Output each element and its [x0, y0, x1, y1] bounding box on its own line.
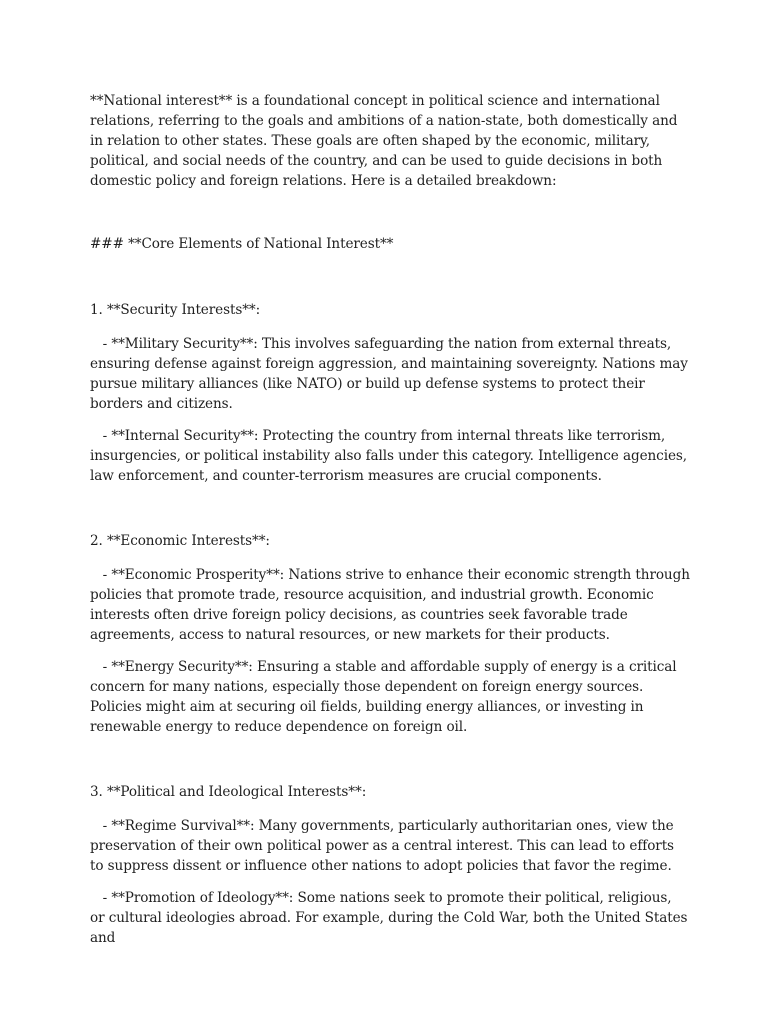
section-title-economic: 2. **Economic Interests**:: [90, 533, 270, 549]
bullet-regime-survival: - **Regime Survival**: Many governments, particularly authoritarian ones, view the preservation of their own political power as a central interest. This can lead to efforts to suppress dissent or influence other nations to adopt policies that favor the regime.: [90, 818, 674, 874]
intro-paragraph: **National interest** is a foundational concept in political science and international relations, referring to the goals and ambitions of a nation-state, both domestically and in relation to other states. These goals are often shaped by the economic, military, political, and social needs of the country, and can be used to guide decisions in both domestic policy and foreign relations. Here is a detailed breakdown:: [90, 93, 678, 189]
bullet-promotion-of-ideology: - **Promotion of Ideology**: Some nations seek to promote their political, religious, or cultural ideologies abroad. For example, during the Cold War, both the United States and: [90, 890, 688, 946]
bullet-military-security: - **Military Security**: This involves safeguarding the nation from external threats, ensuring defense against foreign aggression, and maintaining sovereignty. Nations may pursue military alliances (like NATO) or build up defense systems to protect their borders and citizens.: [90, 336, 688, 412]
section-title-political: 3. **Political and Ideological Interests**:: [90, 784, 367, 800]
section-title-security: 1. **Security Interests**:: [90, 302, 261, 318]
document-page: [90, 91, 690, 960]
bullet-economic-prosperity: - **Economic Prosperity**: Nations strive to enhance their economic strength through policies that promote trade, resource acquisition, and industrial growth. Economic interests often drive foreign policy decisions, as countries seek favorable trade agreements, access to natural resources, or new markets for their products.: [90, 567, 690, 643]
section-heading: ### **Core Elements of National Interest**: [90, 236, 394, 252]
bullet-internal-security: - **Internal Security**: Protecting the country from internal threats like terrorism, insurgencies, or political instability also falls under this category. Intelligence agencies, law enforcement, and counter-terrorism measures are crucial components.: [90, 428, 687, 484]
bullet-energy-security: - **Energy Security**: Ensuring a stable and affordable supply of energy is a critical concern for many nations, especially those dependent on foreign energy sources. Policies might aim at securing oil fields, building energy alliances, or investing in renewable energy to reduce dependence on foreign oil.: [90, 659, 677, 735]
